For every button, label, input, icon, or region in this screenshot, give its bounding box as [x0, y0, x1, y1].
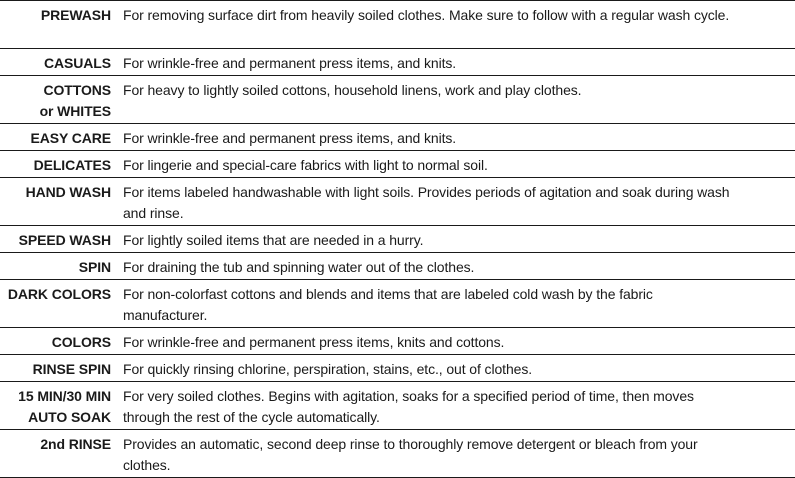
table-row [0, 328, 795, 355]
table-row [0, 382, 795, 430]
cycle-name: EASY CARE [30, 130, 111, 146]
cycle-description: For non-colorfast cottons and blends and items that are labeled cold wash by the fabric manufacturer. [123, 286, 653, 323]
cycle-name: CASUALS [44, 55, 111, 71]
table-row [0, 49, 795, 76]
cycle-description: For items labeled handwashable with light soils. Provides periods of agitation and soak during wash and rinse. [123, 184, 730, 221]
cycle-description: Provides an automatic, second deep rinse to thoroughly remove detergent or bleach from your clothes. [123, 436, 698, 473]
table-row [0, 430, 795, 478]
table-row [0, 253, 795, 280]
cycle-description: For lingerie and special-care fabrics with light to normal soil. [123, 157, 488, 173]
cycle-name: COLORS [51, 334, 111, 350]
cycle-description: For wrinkle-free and permanent press items, and knits. [123, 55, 457, 71]
cycle-name: 2nd RINSE [40, 436, 111, 452]
cycle-name: DARK COLORS [7, 286, 111, 302]
cycle-name: DELICATES [33, 157, 111, 173]
table-row [0, 226, 795, 253]
cycle-description: For wrinkle-free and permanent press items, and knits. [123, 130, 457, 146]
cycle-name: SPEED WASH [18, 232, 111, 248]
table-row [0, 76, 795, 124]
cycle-description: For removing surface dirt from heavily soiled clothes. Make sure to follow with a regular wash cycle. [123, 7, 730, 23]
table-row [0, 151, 795, 178]
table-row [0, 178, 795, 226]
table-row [0, 355, 795, 382]
cycle-name: COTTONS or WHITES [39, 82, 111, 119]
table-row [0, 1, 795, 49]
cycle-name: SPIN [78, 259, 111, 275]
cycle-name: PREWASH [40, 7, 111, 23]
cycle-description: For lightly soiled items that are needed in a hurry. [123, 232, 424, 248]
cycle-description: For wrinkle-free and permanent press items, knits and cottons. [123, 334, 505, 350]
cycle-name: HAND WASH [25, 184, 111, 200]
cycle-description: For heavy to lightly soiled cottons, household linens, work and play clothes. [123, 82, 582, 98]
cycle-description: For draining the tub and spinning water out of the clothes. [123, 259, 475, 275]
cycle-name: 15 MIN/30 MIN AUTO SOAK [18, 388, 111, 425]
cycle-description: For quickly rinsing chlorine, perspiration, stains, etc., out of clothes. [123, 361, 533, 377]
cycle-name: RINSE SPIN [32, 361, 111, 377]
cycle-description: For very soiled clothes. Begins with agitation, soaks for a specified period of time, then moves through the rest of the cycle automatically. [123, 388, 694, 425]
table-row [0, 124, 795, 151]
table-row [0, 280, 795, 328]
